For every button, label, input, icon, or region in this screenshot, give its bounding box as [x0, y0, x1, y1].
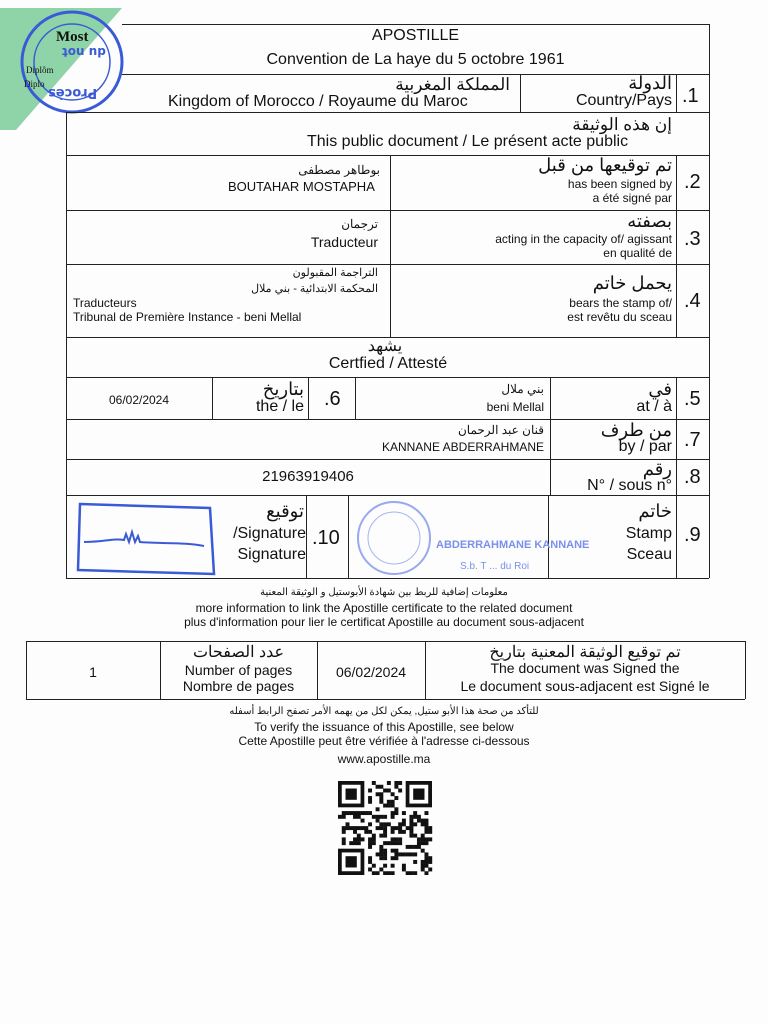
table-divider [548, 495, 549, 578]
signature-label-en: /Signature [233, 525, 306, 542]
capacity-label-ar: بصفته [627, 211, 672, 231]
more-info-ar: معلومات إضافية للربط بين شهادة الأبوستيل و الوثيقة المعنية [260, 587, 508, 598]
corner-stamp-text: Most [56, 29, 89, 45]
row-number: .7 [684, 429, 701, 451]
stamp-of-value-1: Traducteurs [73, 296, 137, 310]
more-info-en: more information to link the Apostille certificate to the related document [195, 601, 573, 615]
convention-subtitle: Convention de La haye du 5 octobre 1961 [266, 51, 565, 68]
table-divider [676, 419, 677, 459]
by-value-ar: قنان عبد الرحمان [457, 423, 544, 437]
table-divider [390, 155, 391, 337]
table-divider [676, 155, 677, 337]
document-title: APOSTILLE [371, 27, 460, 44]
by-label: by / par [618, 438, 672, 455]
table-border [66, 112, 67, 578]
signed-by-label-fr: a été signé par [592, 191, 672, 205]
table-divider [212, 377, 213, 419]
row-number: .1 [682, 85, 699, 107]
signature-label-fr: Signature [237, 546, 306, 563]
date-label-ar: بتاريخ [262, 379, 304, 399]
stamp-label-en: Stamp [625, 525, 672, 542]
signature-label-ar: توقيع [266, 501, 304, 521]
by-value: KANNANE ABDERRAHMANE [381, 440, 544, 454]
row-number: .8 [684, 466, 701, 488]
public-doc-ar: إن هذه الوثيقة [572, 115, 672, 134]
pages-label-fr: Nombre de pages [182, 678, 295, 694]
capacity-ar: ترجمان [341, 217, 378, 231]
certified-ar: يشهد [367, 338, 403, 355]
capacity-label-fr: en qualité de [603, 246, 672, 260]
table-divider [348, 495, 349, 578]
stamp-label-ar: خاتم [638, 501, 672, 521]
row-number: .10 [312, 527, 340, 549]
stamp-of-label-fr: est revêtu du sceau [567, 310, 672, 324]
pages-count: 1 [89, 664, 97, 680]
stamp-label-fr: Sceau [626, 546, 672, 563]
signed-label-ar: تم توقيع الوثيقة المعنية بتاريخ [489, 644, 681, 661]
row-number: .9 [684, 524, 701, 546]
seal-text: S.b. T ... du Roi [460, 561, 530, 572]
table-border [26, 699, 745, 700]
more-info-fr: plus d'information pour lier le certificat Apostille au document sous-adjacent [184, 615, 584, 629]
corner-stamp-text: Diplo [24, 79, 45, 89]
table-divider [66, 112, 709, 113]
stamp-of-ar-2: المحكمة الابتدائية - بني ملال [251, 283, 378, 295]
signed-date: 06/02/2024 [335, 664, 407, 680]
verify-fr: Cette Apostille peut être vérifiée à l'adresse ci-dessous [238, 734, 530, 748]
row-number: .6 [324, 388, 341, 410]
table-border [122, 24, 709, 25]
certified-text: Certfied / Attesté [328, 355, 448, 372]
signed-by-label-ar: تم توقيعها من قبل [538, 155, 672, 175]
corner-stamp-graphic [0, 0, 140, 135]
country-value-ar: المملكة المغربية [395, 75, 510, 94]
signature-scribble [74, 498, 218, 580]
table-divider [66, 264, 709, 265]
pages-label-en: Number of pages [184, 662, 293, 678]
corner-stamp-text: Diplôm [26, 65, 54, 75]
table-divider [306, 495, 307, 578]
table-divider [550, 377, 551, 419]
signer-name: BOUTAHAR MOSTAPHA [228, 179, 375, 194]
corner-stamp-text: du not [62, 45, 106, 59]
date-label: the / le [255, 398, 304, 415]
verify-en: To verify the issuance of this Apostille, see below [254, 720, 514, 734]
country-label-ar: الدولة [628, 73, 672, 93]
table-divider [676, 377, 677, 419]
table-divider [66, 210, 709, 211]
table-divider [520, 74, 521, 112]
qr-code[interactable] [338, 781, 436, 875]
stamp-of-value-2: Tribunal de Première Instance - beni Mellal [73, 310, 302, 324]
country-value: Kingdom of Morocco / Royaume du Maroc [168, 93, 468, 110]
row-number: .2 [684, 171, 701, 193]
signer-name-ar: بوطاهر مصطفى [298, 163, 380, 177]
capacity-value: Traducteur [310, 234, 378, 250]
verify-ar: للتأكد من صحة هذا الأبو ستيل, يمكن لكل من يهمه الأمر تصفح الرابط أسفله [229, 706, 539, 717]
table-divider [676, 74, 677, 112]
table-divider [550, 459, 551, 495]
corner-stamp-text: Procès [48, 85, 98, 100]
certificate-number: 21963919406 [262, 468, 354, 485]
place-label-ar: في [648, 379, 672, 399]
number-label: N° / sous n° [587, 477, 672, 494]
table-border [709, 24, 710, 578]
place-value-ar: بني ملال [501, 382, 544, 396]
table-border [745, 641, 746, 699]
row-number: .3 [684, 228, 701, 250]
table-divider [676, 459, 677, 495]
table-divider [66, 495, 709, 496]
by-label-ar: من طرف [600, 420, 672, 440]
table-divider [355, 377, 356, 419]
place-value: beni Mellal [486, 400, 544, 414]
stamp-of-ar-1: التراجمة المقبولون [292, 267, 378, 279]
row-number: .5 [684, 388, 701, 410]
table-divider [676, 495, 677, 578]
date-value: 06/02/2024 [108, 393, 170, 407]
corner-stamp [0, 0, 140, 135]
public-doc-text: This public document / Le présent acte public [307, 133, 629, 150]
number-label-ar: رقم [642, 459, 672, 479]
stamp-of-label-en: bears the stamp of/ [569, 296, 672, 310]
signed-label-fr: Le document sous-adjacent est Signé le [460, 678, 710, 694]
row-number: .4 [684, 290, 701, 312]
table-divider [66, 377, 709, 378]
seal-text: ABDERRAHMANE KANNANE [436, 539, 590, 551]
verify-url[interactable]: www.apostille.ma [337, 752, 431, 766]
table-divider [308, 377, 309, 419]
capacity-label-en: acting in the capacity of/ agissant [495, 232, 672, 246]
place-label: at / à [636, 398, 672, 415]
pages-label-ar: عدد الصفحات [192, 644, 285, 661]
signed-label-en: The document was Signed the [490, 660, 680, 676]
country-label: Country/Pays [575, 92, 672, 109]
table-border [26, 641, 745, 642]
stamp-of-label-ar: يحمل خاتم [592, 273, 672, 293]
signed-by-label-en: has been signed by [567, 177, 672, 191]
table-divider [550, 419, 551, 459]
